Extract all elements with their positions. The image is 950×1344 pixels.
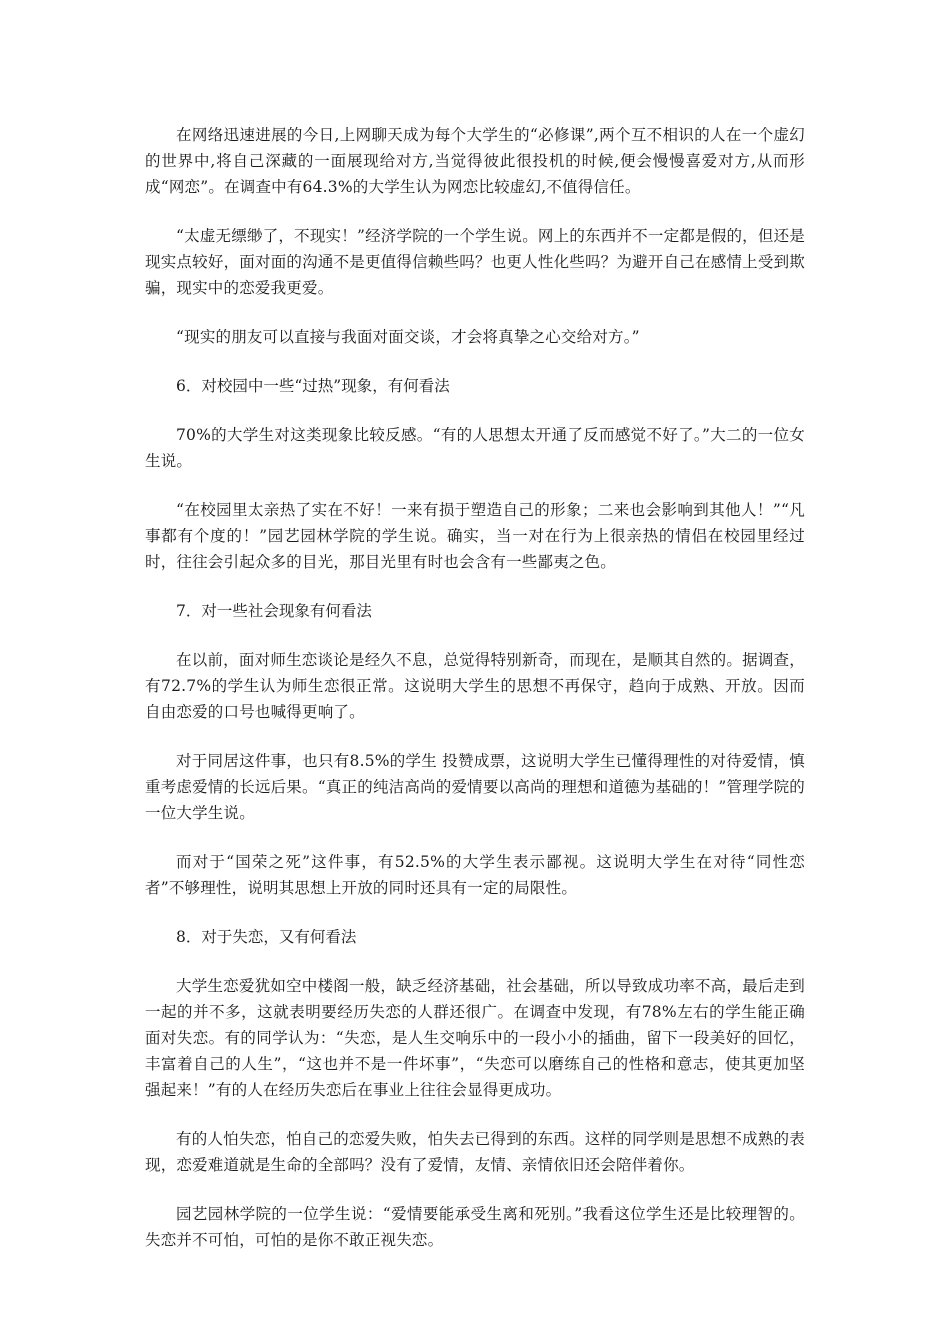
paragraph-overheated-phenomenon: 70%的大学生对这类现象比较反感。“有的人思想太开通了反而感觉不好了。”大二的一位女生说。 [145,426,805,470]
paragraph-teacher-student-romance: 在以前，面对师生恋谈论是经久不息，总觉得特别新奇，而现在，是顺其自然的。据调查，有72.7%的学生认为师生恋很正常。这说明大学生的思想不再保守，趋向于成熟、开放。因而自由恋爱的口号也喊得更响了。 [145,651,805,721]
section-heading-8: 8．对于失恋，又有何看法 [176,928,357,946]
paragraph-horticulture-student-quote: 园艺园林学院的一位学生说：“爱情要能承受生离和死别。”我看这位学生还是比较理智的。失恋并不可怕，可怕的是你不敢正视失恋。 [145,1205,805,1249]
paragraph-online-romance: 在网络迅速进展的今日,上网聊天成为每个大学生的“必修课”,两个互不相识的人在一个虚幻的世界中,将自己深藏的一面展现给对方,当觉得彼此很投机的时候,便会慢慢喜爱对方,从而形成“网恋”。在调查中有64.3%的大学生认为网恋比较虚幻,不值得信任。 [145,126,805,196]
paragraph-fear-of-breakup: 有的人怕失恋，怕自己的恋爱失败，怕失去已得到的东西。这样的同学则是思想不成熟的表现，恋爱难道就是生命的全部吗？没有了爱情，友情、亲情依旧还会陪伴着你。 [145,1130,805,1174]
document-body [145,122,805,1276]
paragraph-cohabitation: 对于同居这件事，也只有8.5%的学生 投赞成票，这说明大学生已懂得理性的对待爱情，慎重考虑爱情的长远后果。“真正的纯洁高尚的爱情要以高尚的理想和道德为基础的！”管理学院的一位大学生说。 [145,752,805,822]
paragraph-breakup-attitudes: 大学生恋爱犹如空中楼阁一般，缺乏经济基础，社会基础，所以导致成功率不高，最后走到一起的并不多，这就表明要经历失恋的人群还很广。在调查中发现，有78%左右的学生能正确面对失恋。有的同学认为：“失恋，是人生交响乐中的一段小小的插曲，留下一段美好的回忆，丰富着自己的人生”，“这也并不是一件坏事”，“失恋可以磨练自己的性格和意志，使其更加坚强起来！”有的人在经历失恋后在事业上往往会显得更成功。 [145,977,805,1099]
paragraph-guorong: 而对于“国荣之死”这件事，有52.5%的大学生表示鄙视。这说明大学生在对待“同性恋者”不够理性，说明其思想上开放的同时还具有一定的局限性。 [145,853,805,897]
section-heading-7: 7．对一些社会现象有何看法 [176,602,372,620]
section-heading-6: 6．对校园中一些“过热”现象，有何看法 [176,377,450,395]
paragraph-campus-intimacy: “在校园里太亲热了实在不好！一来有损于塑造自己的形象；二来也会影响到其他人！”“凡事都有个度的！”园艺园林学院的学生说。确实，当一对在行为上很亲热的情侣在校园里经过时，往往会引起众多的目光，那目光里有时也会含有一些鄙夷之色。 [145,501,805,571]
paragraph-real-friends-quote: “现实的朋友可以直接与我面对面交谈，才会将真挚之心交给对方。” [176,328,640,346]
paragraph-economics-student-quote: “太虚无缥缈了，不现实！”经济学院的一个学生说。网上的东西并不一定都是假的，但还是现实点较好，面对面的沟通不是更值得信赖些吗？也更人性化些吗？为避开自己在感情上受到欺骗，现实中的恋爱我更爱。 [145,227,805,297]
